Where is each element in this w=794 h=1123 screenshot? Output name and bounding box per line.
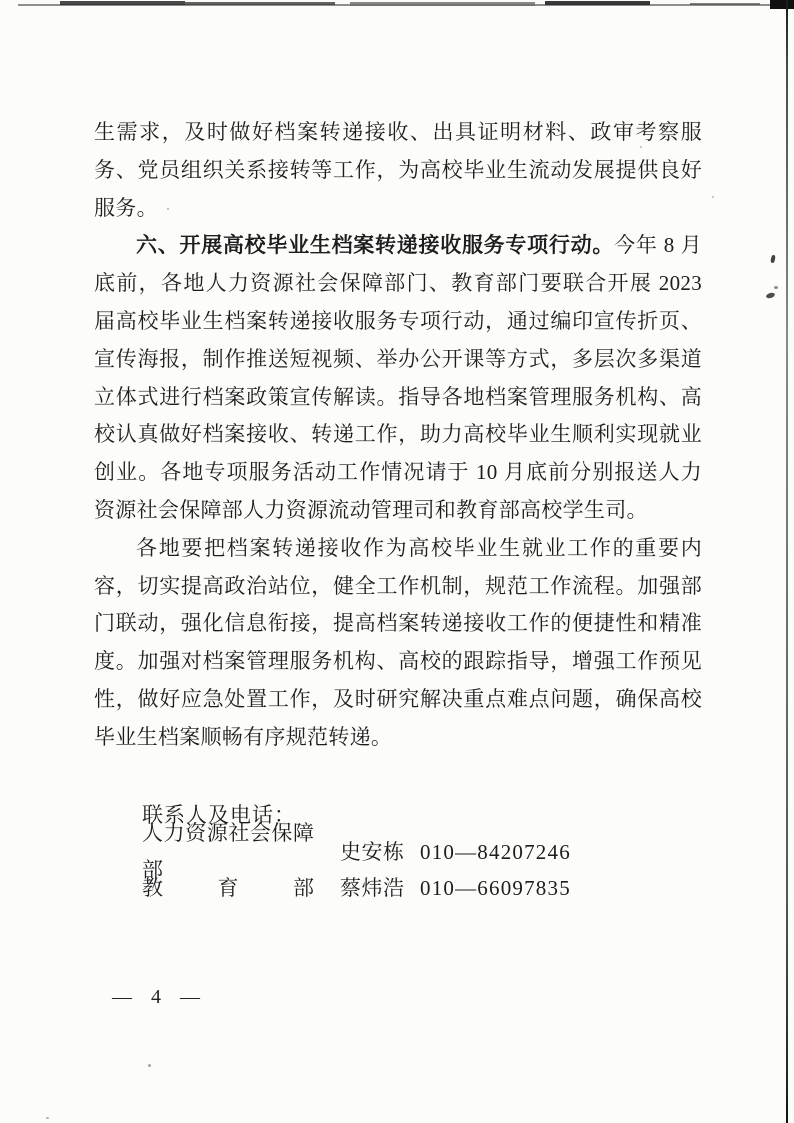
contact-block: [94, 797, 702, 907]
body-line: 底前，各地人力资源社会保障部门、教育部门要联合开展 2023: [94, 271, 702, 296]
body-line: 立体式进行档案政策宣传解读。指导各地档案管理服务机构、高: [94, 384, 702, 409]
contact-row: [94, 870, 702, 907]
body-line: 校认真做好档案接收、转递工作，助力高校毕业生顺利实现就业: [94, 422, 702, 447]
body-line: 务、党员组织关系接转等工作，为高校毕业生流动发展提供良好: [94, 157, 702, 182]
body-line: 各地要把档案转递接收作为高校毕业生就业工作的重要内: [136, 535, 702, 560]
contact-phone: 010—66097835: [420, 876, 571, 900]
contact-phone: 010—84207246: [420, 839, 571, 864]
contact-person-name: 蔡炜浩: [340, 876, 404, 900]
body-line: 服务。: [94, 195, 158, 220]
section6-heading-tail: 今年 8 月: [614, 233, 702, 258]
section6-heading: 六、开展高校毕业生档案转递接收服务专项行动。: [136, 234, 615, 258]
contact-label: 联系人及电话：: [142, 803, 296, 827]
body-line: 毕业生档案顺畅有序规范转递。: [94, 724, 393, 749]
scan-speck: [774, 286, 778, 289]
section6-heading-line: [94, 227, 702, 265]
body-line: 届高校毕业生档案转递接收服务专项行动，通过编印宣传折页、: [94, 308, 702, 333]
body-line: 门联动，强化信息衔接，提高档案转递接收工作的便捷性和精准: [94, 611, 702, 636]
body-line: 宣传海报，制作推送短视频、举办公开课等方式，多层次多渠道: [94, 346, 702, 371]
scan-edge-right-artifact: [786, 0, 788, 1123]
contact-department: 人力资源社会保障部: [142, 821, 314, 882]
contact-row: [94, 821, 702, 882]
body-line: 性，做好应急处置工作，及时研究解决重点难点问题，确保高校: [94, 686, 702, 711]
page-number: — 4 —: [112, 986, 203, 1008]
contact-person-name: 史安栋: [340, 839, 404, 864]
scan-speck: [770, 255, 776, 264]
body-line: 资源社会保障部人力资源流动管理司和教育部高校学生司。: [94, 497, 648, 522]
scan-speck: [148, 1064, 151, 1067]
contact-department: 教育部: [142, 876, 314, 900]
document-body: [94, 114, 702, 757]
scan-speck: [712, 196, 714, 198]
body-line: 生需求，及时做好档案转递接收、出具证明材料、政审考察服: [94, 120, 702, 144]
scan-speck: [46, 1117, 49, 1119]
scan-edge-top-artifact: [0, 0, 794, 12]
body-line: 创业。各地专项服务活动工作情况请于 10 月底前分别报送人力: [94, 460, 702, 485]
body-line: 度。加强对档案管理服务机构、高校的跟踪指导，增强工作预见: [94, 649, 702, 674]
body-line: 容，切实提高政治站位，健全工作机制，规范工作流程。加强部: [94, 573, 702, 598]
scan-speck: [765, 292, 775, 300]
